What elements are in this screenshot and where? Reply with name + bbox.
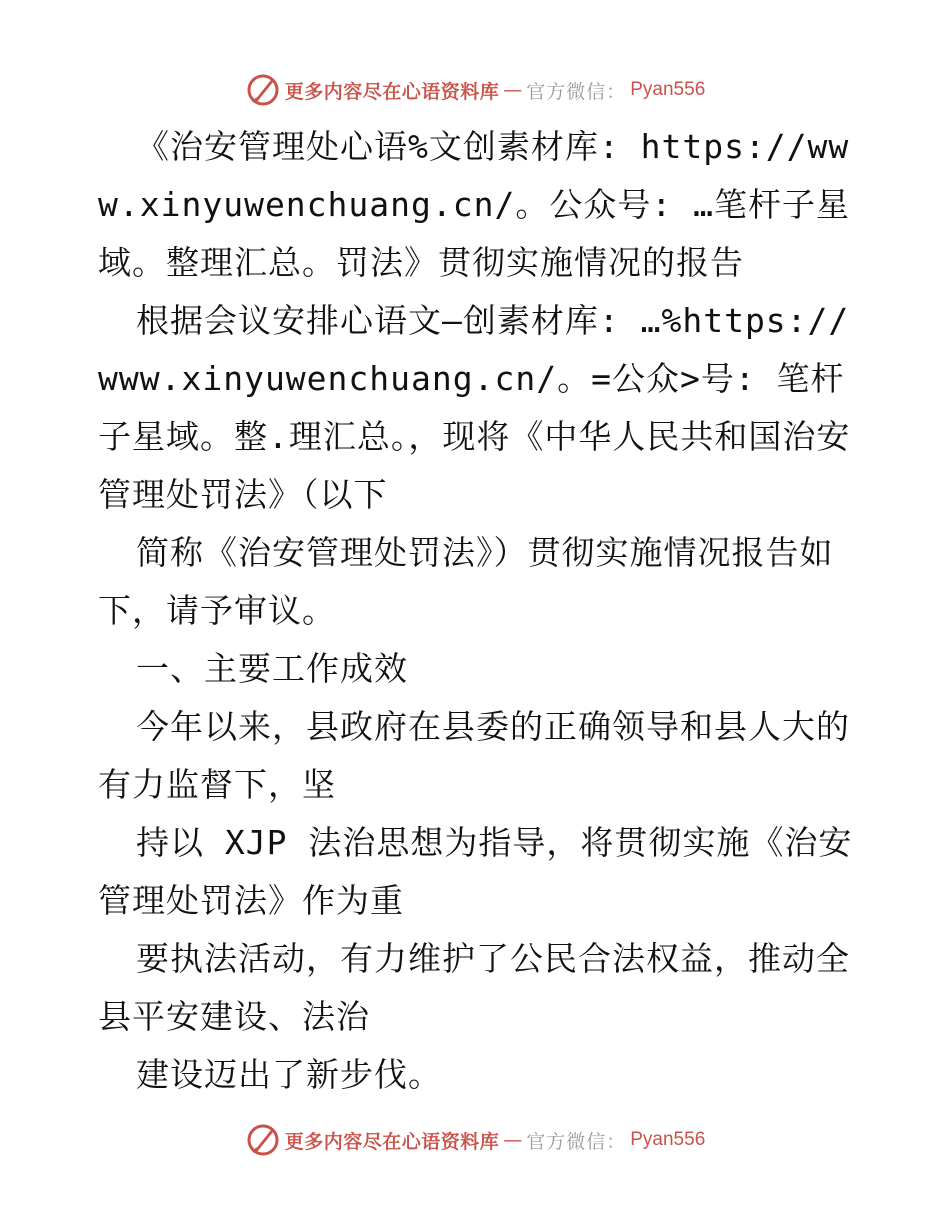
body-paragraph: 建设迈出了新步伐。 (136, 1055, 442, 1094)
watermark-text: 更多内容尽在心语资料库 (284, 1130, 500, 1153)
watermark-official-label: 官方微信： (526, 80, 627, 103)
document-body (98, 118, 858, 1104)
header-watermark (0, 70, 950, 110)
watermark-separator: — (503, 1129, 523, 1151)
watermark-text: 更多内容尽在心语资料库 (284, 80, 500, 103)
body-paragraph: 要执法活动，有力维护了公民合法权益，推动全县平安建设、法治 (98, 939, 850, 1036)
body-paragraph: 今年以来，县政府在县委的正确领导和县人大的有力监督下，坚 (98, 707, 850, 804)
footer-watermark (0, 1120, 950, 1160)
section-heading: 一、主要工作成效 (136, 649, 408, 688)
body-paragraph: 简称《治安管理处罚法》）贯彻实施情况报告如下，请予审议。 (98, 533, 834, 630)
document-title-paragraph: 《治安管理处心语%文创素材库: https://www.xinyuwenchuang.cn/。公众号: …笔杆子星域。整理汇总。罚法》贯彻实施情况的报告 (98, 127, 850, 282)
watermark-separator: — (503, 79, 523, 101)
body-paragraph: 持以 XJP 法治思想为指导，将贯彻实施《治安管理处罚法》作为重 (98, 823, 853, 920)
watermark-wechat-id: Pyan556 (630, 79, 706, 100)
body-paragraph: 根据会议安排心语文—创素材库: …%https://www.xinyuwenchuang.cn/。=公众>号: 笔杆子星域。整.理汇总。，现将《中华人民共和国治安管理处罚法》（以下 (98, 301, 851, 514)
quill-logo-icon (245, 1122, 281, 1158)
watermark-wechat-id: Pyan556 (630, 1129, 706, 1150)
quill-logo-icon (245, 72, 281, 108)
watermark-official-label: 官方微信： (526, 1130, 627, 1153)
